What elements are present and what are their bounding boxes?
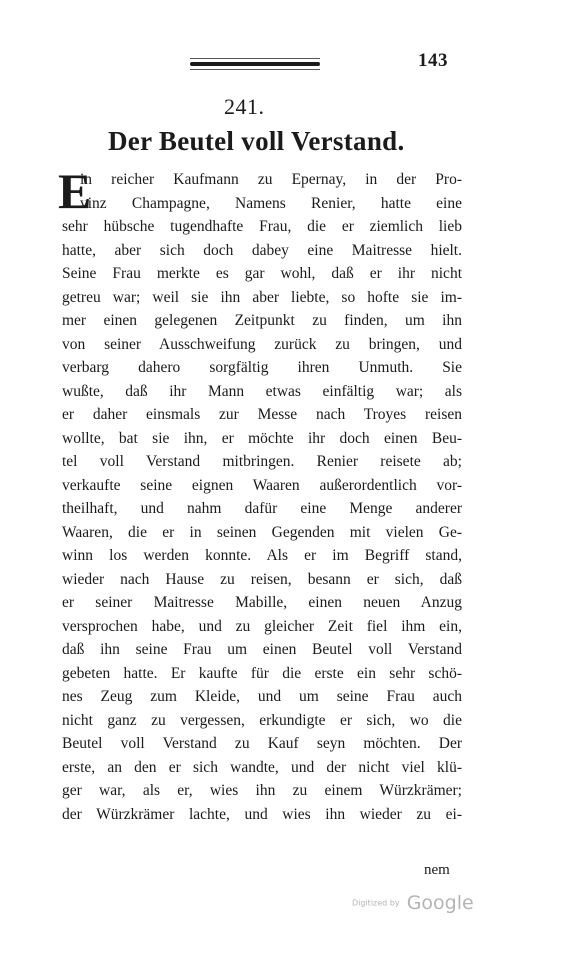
text-line: verkaufte seine eignen Waaren außerordentlich vor- [62,476,462,494]
text-line: in reicher Kaufmann zu Epernay, in der Pro- [80,171,462,188]
text-line: hatte, aber sich doch dabey eine Maitresse hielt. [62,241,462,259]
drop-cap: E [58,163,92,219]
text-line: vinz Champagne, Namens Renier, hatte eine [80,194,462,212]
text-line: er daher einsmals zur Messe nach Troyes reisen [62,406,462,423]
text-line: wieder nach Hause zu reisen, besann er sich, daß [62,570,462,588]
text-line: der Würzkrämer lachte, und wies ihn wieder zu ei- [62,805,462,823]
watermark-logo: Google [406,892,474,914]
text-line: erste, an den er sich wandte, und der nicht viel klü- [62,758,462,776]
text-line: theilhaft, und nahm dafür eine Menge anderer [62,500,462,517]
watermark-prefix: Digitized by [352,898,400,908]
text-line: Beutel voll Verstand zu Kauf seyn möchten. Der [62,735,462,752]
text-line: er seiner Maitresse Mabille, einen neuen Anzug [62,594,462,611]
text-line: winn los werden konnte. Als er im Begriff stand, [62,547,462,564]
header-ornament-rule [190,62,320,66]
text-line: tel voll Verstand mitbringen. Renier reisete ab; [62,453,462,470]
text-line: Seine Frau merkte es gar wohl, daß er ihr nicht [62,265,462,282]
text-line: verbarg dahero sorgfältig ihren Unmuth. Sie [62,359,462,376]
catchword: nem [424,862,450,878]
text-line: Waaren, die er in seinen Gegenden mit vielen Ge- [62,523,462,541]
text-line: ger war, als er, wies ihn zu einem Würzkrämer; [62,782,462,799]
story-title: Der Beutel voll Verstand. [108,126,405,156]
text-line: getreu war; weil sie ihn aber liebte, so hofte sie im- [62,288,462,306]
page-number: 143 [418,50,448,71]
digitized-watermark [352,892,474,914]
story-body [62,168,462,826]
text-line: mer einen gelegenen Zeitpunkt zu finden, um ihn [62,312,462,329]
text-line: wollte, bat sie ihn, er möchte ihr doch einen Beu- [62,429,462,447]
text-line: sehr hübsche tugendhafte Frau, die er ziemlich lieb [62,218,462,235]
text-line: nicht ganz zu vergessen, erkundigte er sich, wo die [62,711,462,729]
text-line: versprochen habe, und zu gleicher Zeit fiel ihm ein, [62,617,462,635]
story-number: 241. [224,94,265,119]
text-line: von seiner Ausschweifung zurück zu bringen, und [62,335,462,353]
text-line: gebeten hatte. Er kaufte für die erste ein sehr schö- [62,664,462,682]
text-line: daß ihn seine Frau um einen Beutel voll Verstand [62,641,462,658]
text-line: nes Zeug zum Kleide, und um seine Frau auch [62,688,462,705]
text-line: wußte, daß ihr Mann etwas einfältig war; als [62,382,462,400]
